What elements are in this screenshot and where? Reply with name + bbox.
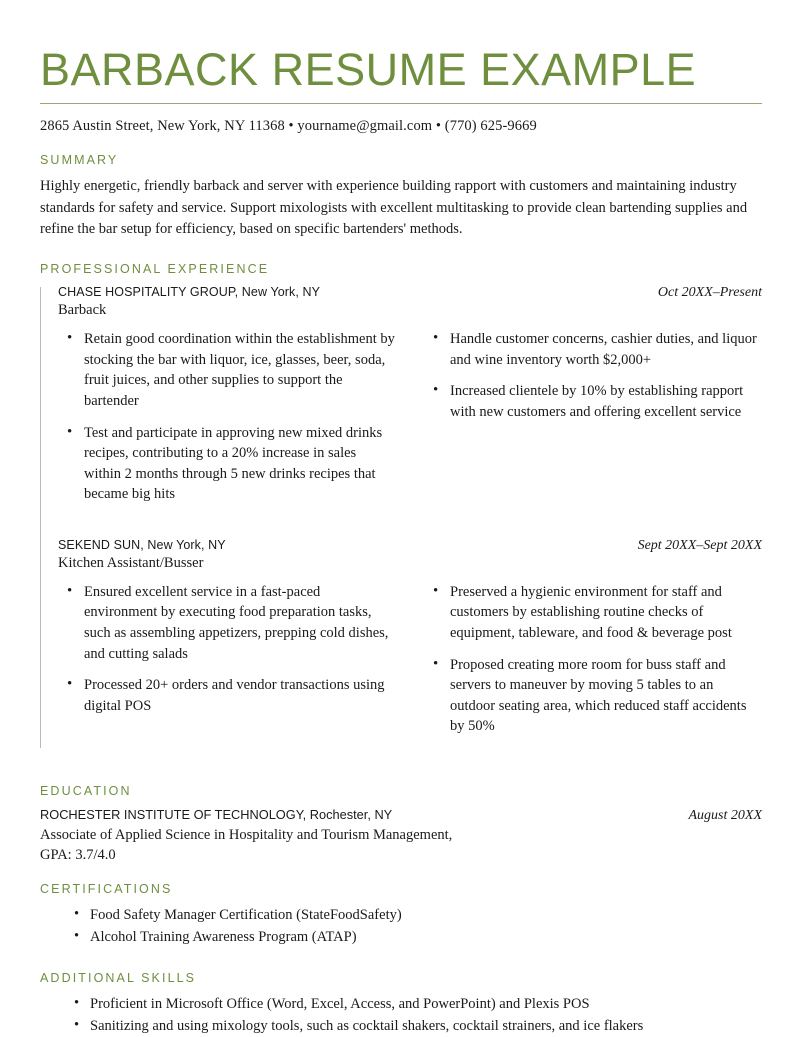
education-header [40, 807, 762, 824]
skills-section [40, 971, 762, 1037]
education-school: ROCHESTER INSTITUTE OF TECHNOLOGY, Rochester, NY [40, 806, 393, 822]
job-dates: Oct 20XX–Present [657, 285, 762, 301]
job-bullets-left [58, 329, 396, 516]
job-bullets [58, 329, 762, 516]
list-item: • Preserved a hygienic environment for staff and customers by establishing routine checks of equipment, tableware, and food & beverage post [450, 582, 762, 644]
contact-line: 2865 Austin Street, New York, NY 11368 • yourname@gmail.com • (770) 625-9669 [40, 118, 537, 135]
skills-list [40, 994, 762, 1037]
list-item: • Retain good coordination within the establishment by stocking the bar with liquor, ice, glasses, beer, soda, fruit juices, and other supplies to support the bartender [84, 329, 396, 411]
certifications-heading: CERTIFICATIONS [40, 882, 173, 897]
job-company: CHASE HOSPITALITY GROUP, New York, NY [58, 285, 321, 300]
certifications-section [40, 882, 762, 948]
job-bullets-right [424, 329, 762, 516]
education-date: August 20XX [688, 807, 762, 823]
job-dates: Sept 20XX–Sept 20XX [637, 537, 762, 553]
job-entry [58, 538, 762, 748]
job-bullets [58, 582, 762, 748]
job-spacer [58, 522, 762, 538]
job-entry [58, 285, 762, 516]
job-bullets-right [424, 582, 762, 748]
list-item: • Test and participate in approving new mixed drinks recipes, contributing to a 20% increase in sales within 2 months through 5 new drinks recipes that became big hits [84, 423, 396, 505]
page-title: BARBACK RESUME EXAMPLE [40, 44, 697, 95]
experience-section [40, 262, 762, 748]
list-item: • Food Safety Manager Certification (StateFoodSafety) [90, 905, 762, 926]
job-role: Barback [58, 302, 107, 319]
list-item: • Alcohol Training Awareness Program (ATAP) [90, 927, 762, 948]
list-item: • Proposed creating more room for buss staff and servers to maneuver by moving 5 tables to an outdoor seating area, which reduced staff accidents by 50% [450, 655, 762, 737]
job-bullets-left [58, 582, 396, 748]
education-gpa: GPA: 3.7/4.0 [40, 847, 116, 864]
skills-heading: ADDITIONAL SKILLS [40, 971, 197, 986]
certifications-list [40, 905, 762, 948]
summary-text: Highly energetic, friendly barback and server with experience building rapport with customers and maintaining industry standards for safety and service. Support mixologists with excellent multitasking to provide clean bartending supplies and refine the bar setup for efficiency, based on specific bartenders' methods. [40, 178, 748, 237]
list-item: • Increased clientele by 10% by establishing rapport with new customers and offering excellent service [450, 381, 762, 422]
list-item: • Handle customer concerns, cashier duties, and liquor and wine inventory worth $2,000+ [450, 329, 762, 370]
section-spacer [40, 866, 762, 882]
list-item: • Sanitizing and using mixology tools, such as cocktail shakers, cocktail strainers, and ice flakers [90, 1016, 762, 1037]
section-spacer [40, 949, 762, 971]
title-divider [40, 103, 762, 104]
education-degree: Associate of Applied Science in Hospitality and Tourism Management, [40, 826, 453, 843]
section-spacer [40, 754, 762, 784]
summary-heading: SUMMARY [40, 153, 119, 168]
experience-heading: PROFESSIONAL EXPERIENCE [40, 262, 270, 277]
job-role: Kitchen Assistant/Busser [58, 554, 204, 571]
list-item: • Ensured excellent service in a fast-paced environment by executing food preparation tasks, such as assembling appetizers, prepping cold dishes, and cutting salads [84, 582, 396, 664]
education-section [40, 784, 762, 866]
job-company: SEKEND SUN, New York, NY [58, 537, 226, 552]
job-header [58, 538, 762, 554]
list-item: • Proficient in Microsoft Office (Word, Excel, Access, and PowerPoint) and Plexis POS [90, 994, 762, 1015]
list-item: • Processed 20+ orders and vendor transactions using digital POS [84, 675, 396, 716]
job-header [58, 285, 762, 301]
education-heading: EDUCATION [40, 783, 132, 798]
experience-rule [40, 287, 41, 748]
summary-section [40, 153, 762, 240]
experience-body [40, 285, 762, 748]
